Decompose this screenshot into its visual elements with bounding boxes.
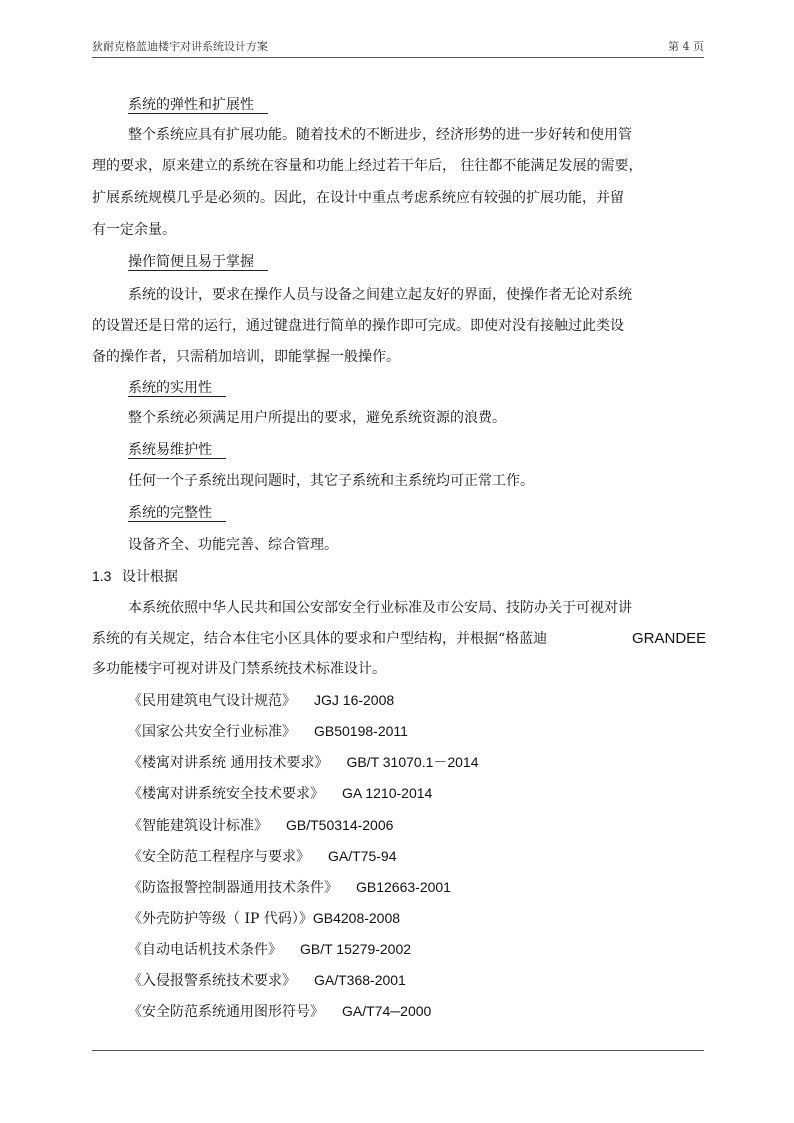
- section-heading-maintainability: 系统易维护性: [128, 441, 226, 459]
- document-title: 狄耐克格蓝迪楼宇对讲系统设计方案: [92, 40, 268, 53]
- paragraph-line: 理的要求，原来建立的系统在容量和功能上经过若干年后， 往往都不能满足发展的需要，: [92, 158, 643, 174]
- section-heading-design-basis: [92, 567, 178, 586]
- standard-item: 《楼寓对讲系统 通用技术要求》 GB/T 31070.1－2014: [128, 754, 479, 771]
- header-divider: [92, 57, 704, 58]
- section-number: 1.3: [92, 568, 112, 584]
- section-heading-practicality: 系统的实用性: [128, 379, 226, 397]
- paragraph-line: 有一定余量。: [92, 222, 176, 238]
- standard-item: 《入侵报警系统技术要求》 GA/T368-2001: [128, 972, 406, 989]
- standard-item: 《外壳防护等级（ IP 代码）》GB4208-2008: [128, 910, 401, 927]
- paragraph-line: 备的操作者，只需稍加培训，即能掌握一般操作。: [92, 349, 400, 365]
- brand-name: GRANDEE: [632, 630, 707, 647]
- section-heading-usability: 操作简便且易于掌握: [128, 253, 268, 271]
- paragraph-line: 多功能楼宇可视对讲及门禁系统技术标准设计。: [92, 661, 386, 677]
- paragraph-line: 整个系统应具有扩展功能。随着技术的不断进步，经济形势的进一步好转和使用管: [128, 127, 632, 143]
- standard-item: 《安全防范工程程序与要求》 GA/T75-94: [128, 848, 397, 865]
- standard-item: 《自动电话机技术条件》 GB/T 15279-2002: [128, 941, 412, 958]
- section-heading-flexibility: 系统的弹性和扩展性: [128, 96, 268, 114]
- paragraph-line: 系统的设计，要求在操作人员与设备之间建立起友好的界面，使操作者无论对系统: [128, 287, 632, 303]
- paragraph-line: 的设置还是日常的运行，通过键盘进行简单的操作即可完成。即使对没有接触过此类设: [92, 318, 624, 334]
- paragraph-line: 设备齐全、功能完善、综合管理。: [128, 537, 338, 553]
- paragraph-line: 本系统依照中华人民共和国公安部安全行业标准及市公安局、技防办关于可视对讲: [128, 600, 632, 616]
- standard-item: 《楼寓对讲系统安全技术要求》 GA 1210-2014: [128, 785, 433, 802]
- standard-item: 《防盗报警控制器通用技术条件》 GB12663-2001: [128, 879, 451, 896]
- paragraph-line: 扩展系统规模几乎是必须的。因此，在设计中重点考虑系统应有较强的扩展功能，并留: [92, 190, 624, 206]
- page-header: [92, 38, 704, 58]
- page-number: 第 4 页: [668, 40, 704, 53]
- standard-item: 《国家公共安全行业标准》 GB50198-2011: [128, 723, 408, 740]
- standard-item: 《民用建筑电气设计规范》 JGJ 16-2008: [128, 692, 395, 709]
- section-heading-completeness: 系统的完整性: [128, 504, 226, 522]
- section-title: 设计根据: [121, 569, 178, 585]
- standard-item: 《安全防范系统通用图形符号》 GA/T74─2000: [128, 1003, 432, 1020]
- paragraph-line: 整个系统必须满足用户所提出的要求，避免系统资源的浪费。: [128, 410, 506, 426]
- paragraph-line: 系统的有关规定，结合本住宅小区具体的要求和户型结构，并根据“格蓝迪: [92, 631, 548, 647]
- standard-item: 《智能建筑设计标准》 GB/T50314-2006: [128, 817, 394, 834]
- footer-divider: [92, 1050, 704, 1051]
- paragraph-line: 任何一个子系统出现问题时，其它子系统和主系统均可正常工作。: [128, 473, 534, 489]
